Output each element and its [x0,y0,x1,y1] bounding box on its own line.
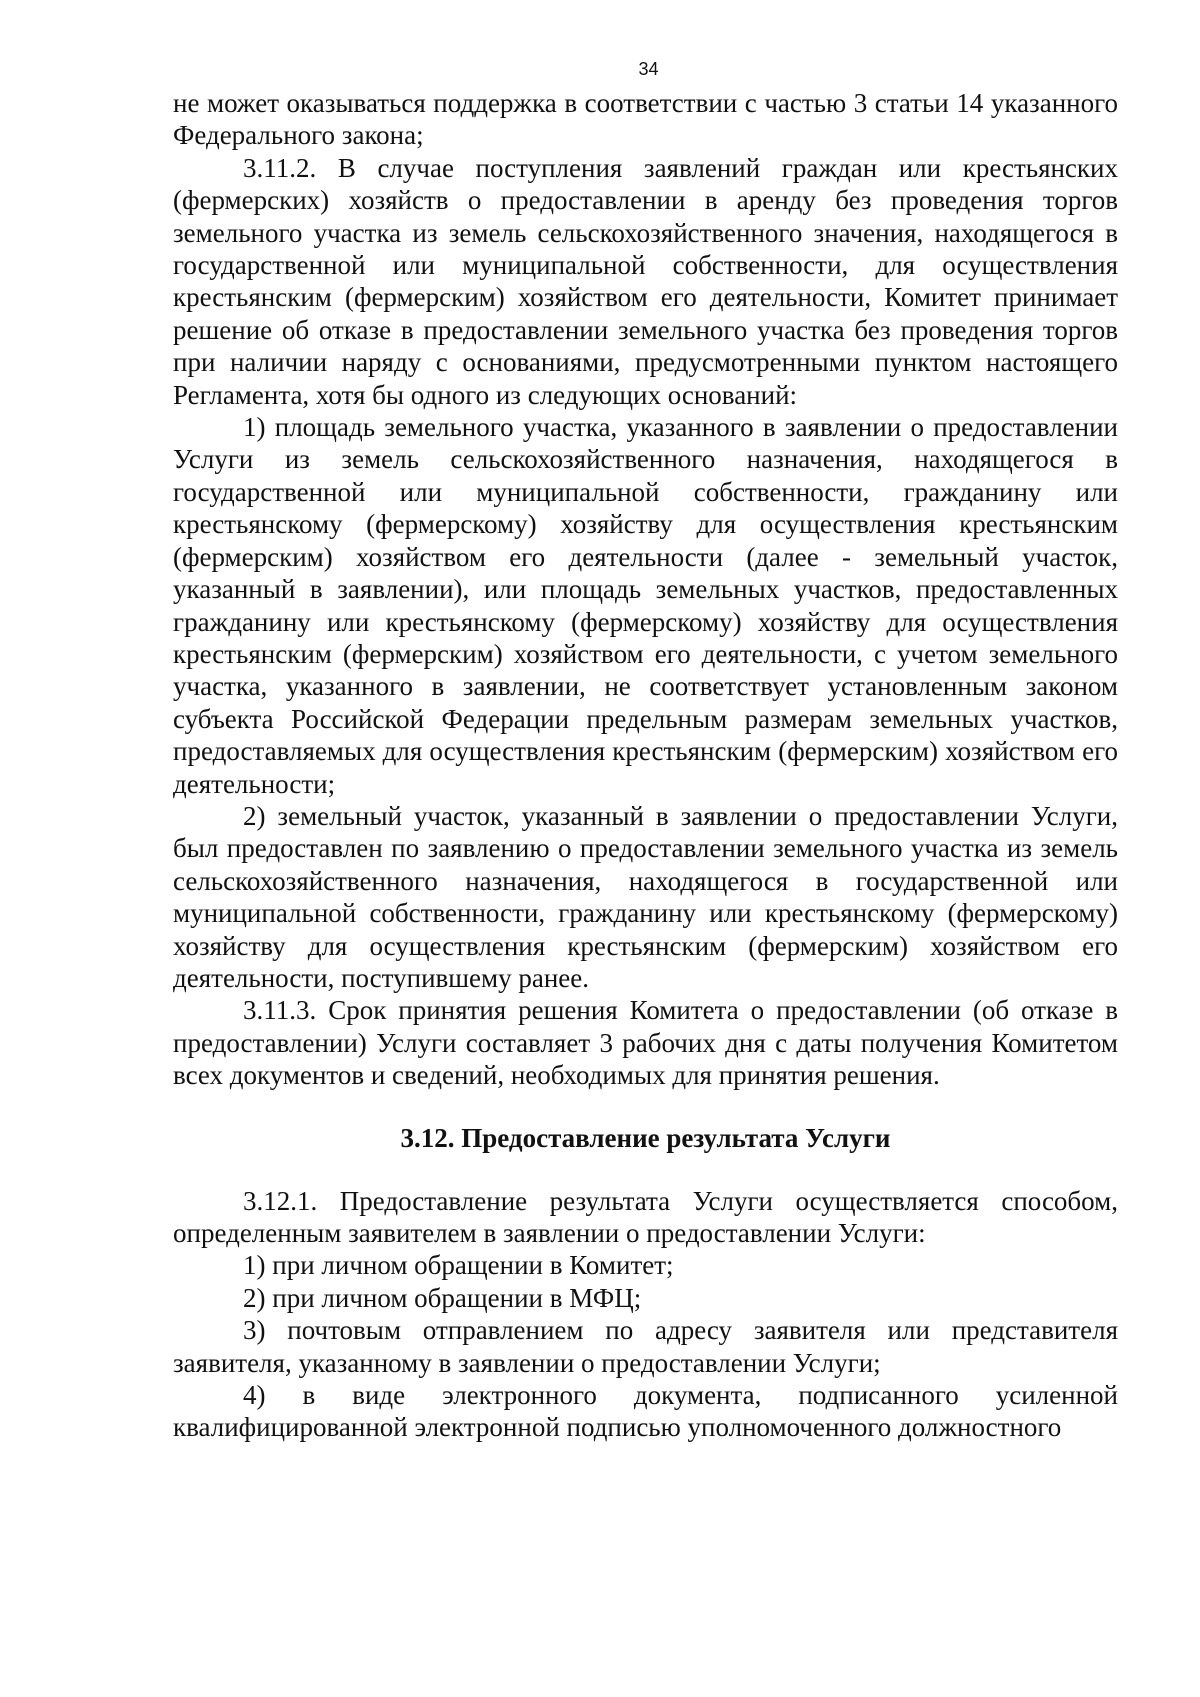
delivery-option-1: 1) при личном обращении в Комитет; [243,1250,674,1281]
paragraph-3-11-3: 3.11.3. Срок принятия решения Комитета о предоставлении (об отказе в предоставлении) Услуги составляет 3 рабочих дня с даты получения Комитетом всех документов и сведений, необходимых для принятия решения. [173,995,1118,1091]
list-item-1: 1) площадь земельного участка, указанного в заявлении о предоставлении Услуги из земель сельскохозяйственного назначения, находящегося в государственной или муниципальной собственности, гражданину или крестьянскому (фермерскому) хозяйству для осуществления крестьянским (фермерским) хозяйством его деятельности (далее - земельный участок, указанный в заявлении), или площадь земельных участков, предоставленных гражданину или крестьянскому (фермерскому) хозяйству для осуществления крестьянским (фермерским) хозяйством его деятельности, с учетом земельного участка, указанного в заявлении, не соответствует установленным законом субъекта Российской Федерации предельным размерам земельных участков, предоставляемых для осуществления крестьянским (фермерским) хозяйством его деятельности; [173,412,1118,799]
paragraph-3-11-2: 3.11.2. В случае поступления заявлений граждан или крестьянских (фермерских) хозяйств о предоставлении в аренду без проведения торгов земельного участка из земель сельскохозяйственного значения, находящегося в государственной или муниципальной собственности, для осуществления крестьянским (фермерским) хозяйством его деятельности, Комитет принимает решение об отказе в предоставлении земельного участка без проведения торгов при наличии наряду с основаниями, предусмотренными пунктом настоящего Регламента, хотя бы одного из следующих оснований: [173,152,1118,410]
paragraph-continuation: не может оказываться поддержка в соответствии с частью 3 статьи 14 указанного Федерального закона; [173,88,1118,151]
list-item-2: 2) земельный участок, указанный в заявлении о предоставлении Услуги, был предоставлен по заявлению о предоставлении земельного участка из земель сельскохозяйственного назначения, находящегося в государственной или муниципальной собственности, гражданину или крестьянскому (фермерскому) хозяйству для осуществления крестьянским (фермерским) хозяйством его деятельности, поступившему ранее. [173,800,1118,993]
document-page [173,58,1118,1444]
section-heading: 3.12. Предоставление результата Услуги [400,1122,891,1153]
paragraph-3-12-1: 3.12.1. Предоставление результата Услуги осуществляется способом, определенным заявителем в заявлении о предоставлении Услуги: [173,1185,1118,1248]
delivery-option-4: 4) в виде электронного документа, подписанного усиленной квалифицированной электронной подписью уполномоченного должностного [173,1380,1118,1443]
delivery-option-2: 2) при личном обращении в МФЦ; [243,1282,642,1313]
delivery-option-3: 3) почтовым отправлением по адресу заявителя или представителя заявителя, указанному в заявлении о предоставлении Услуги; [173,1315,1118,1378]
page-number: 34 [638,59,659,79]
